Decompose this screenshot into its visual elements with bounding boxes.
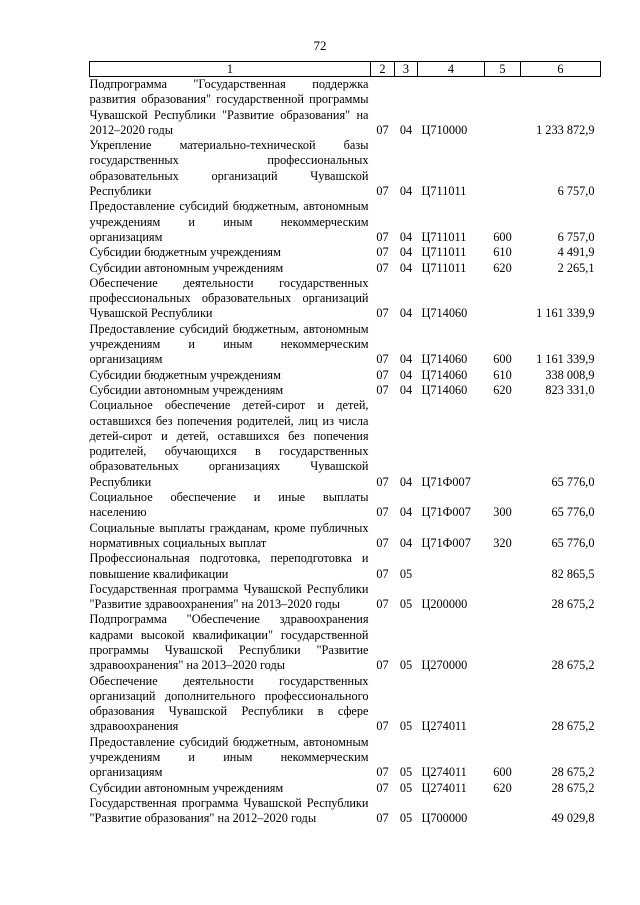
section-code: 07 (376, 474, 389, 489)
table-row (90, 612, 601, 673)
subsection-code: 05 (399, 811, 413, 826)
column-header: 5 (485, 62, 521, 77)
amount: 28 675,2 (551, 597, 595, 612)
target-article-code (418, 551, 485, 582)
row-description: Обеспечение деятельности государственных организаций дополнительного профессионального образования Чувашской Республики в сфере здравоохранения (89, 673, 369, 734)
expense-type-code: 610 (493, 245, 512, 260)
table-row (90, 674, 601, 735)
section-code: 07 (376, 658, 389, 673)
page-number: 72 (313, 38, 327, 53)
expense-type-code (485, 612, 521, 673)
section-code: 07 (376, 229, 389, 244)
subsection-code: 04 (399, 382, 413, 397)
target-article-code: Ц274011 (421, 780, 467, 795)
amount: 6 757,0 (557, 229, 595, 244)
subsection-code: 04 (399, 535, 413, 550)
target-article-code: Ц714060 (421, 306, 468, 321)
row-description: Укрепление материально-технической базы государственных профессиональных образовательных организаций Чувашской Республики (89, 138, 369, 199)
amount: 65 776,0 (551, 505, 595, 520)
subsection-code: 05 (399, 765, 413, 780)
subsection-code: 05 (399, 597, 413, 612)
row-description: Социальное обеспечение детей-сирот и детей, оставшихся без попечения родителей, лиц из числа детей-сирот и детей, оставшихся без попечения родителей, обучающихся в государственных образовательных организациях Чувашской Республики (89, 398, 369, 489)
row-description: Обеспечение деятельности государственных профессиональных образовательных организаций Чувашской Республики (89, 275, 369, 321)
target-article-code: Ц714060 (421, 367, 468, 382)
section-code: 07 (376, 505, 389, 520)
row-description: Государственная программа Чувашской Республики "Развитие здравоохранения" на 2013–2020 годы (89, 581, 369, 612)
column-header: 3 (395, 62, 418, 77)
amount: 28 675,2 (551, 658, 595, 673)
table-row (90, 796, 601, 827)
expense-type-code: 300 (493, 505, 512, 520)
table-row (90, 521, 601, 552)
amount: 1 161 339,9 (536, 352, 595, 367)
target-article-code: Ц710000 (421, 122, 468, 137)
section-code: 07 (376, 352, 389, 367)
section-code: 07 (376, 780, 389, 795)
table-row (90, 245, 601, 260)
target-article-code: Ц711011 (421, 245, 467, 260)
table-row (90, 490, 601, 521)
section-code: 07 (376, 765, 389, 780)
row-description: Субсидии автономным учреждениям (89, 260, 284, 275)
row-description: Субсидии автономным учреждениям (89, 780, 284, 795)
row-description: Субсидии бюджетным учреждениям (89, 367, 281, 382)
expense-type-code: 600 (493, 229, 512, 244)
target-article-code: Ц711011 (421, 184, 467, 199)
amount: 1 233 872,9 (536, 122, 595, 137)
row-description: Субсидии бюджетным учреждениям (89, 245, 281, 260)
expense-type-code (485, 796, 521, 827)
amount: 823 331,0 (545, 382, 595, 397)
amount: 28 675,2 (551, 780, 595, 795)
row-description: Подпрограмма "Государственная поддержка развития образования" государственной программы Чувашской Республики "Развитие образования" на 2012–2020 годы (89, 77, 369, 137)
table-body (90, 77, 601, 827)
target-article-code: Ц274011 (421, 719, 467, 734)
table-row (90, 138, 601, 199)
table-row (90, 368, 601, 383)
amount: 4 491,9 (557, 245, 595, 260)
target-article-code: Ц714060 (421, 382, 468, 397)
column-header: 4 (418, 62, 485, 77)
table-row (90, 398, 601, 490)
row-description: Социальное обеспечение и иные выплаты населению (89, 490, 369, 520)
target-article-code: Ц711011 (421, 260, 467, 275)
subsection-code: 04 (399, 306, 413, 321)
subsection-code: 04 (399, 229, 413, 244)
expense-type-code: 620 (493, 260, 512, 275)
subsection-code: 04 (399, 245, 413, 260)
subsection-code: 05 (399, 658, 413, 673)
table-row (90, 582, 601, 613)
budget-table (89, 61, 601, 827)
subsection-code: 05 (399, 719, 413, 734)
target-article-code: Ц700000 (421, 811, 468, 826)
table-row (90, 261, 601, 276)
expense-type-code (485, 398, 521, 490)
column-header: 2 (371, 62, 395, 77)
table-row (90, 551, 601, 582)
expense-type-code: 620 (493, 780, 512, 795)
expense-type-code: 600 (493, 352, 512, 367)
table-row (90, 77, 601, 139)
table-row (90, 199, 601, 245)
row-description: Предоставление субсидий бюджетным, автономным учреждениям и иным некоммерческим организациям (89, 734, 369, 780)
amount: 28 675,2 (551, 765, 595, 780)
row-description: Предоставление субсидий бюджетным, автономным учреждениям и иным некоммерческим организациям (89, 199, 369, 244)
section-code: 07 (376, 245, 389, 260)
section-code: 07 (376, 184, 389, 199)
amount: 49 029,8 (551, 811, 595, 826)
section-code: 07 (376, 306, 389, 321)
subsection-code: 05 (399, 566, 413, 581)
amount: 82 865,5 (551, 566, 595, 581)
row-description: Социальные выплаты гражданам, кроме публичных нормативных социальных выплат (89, 520, 369, 550)
target-article-code: Ц711011 (421, 229, 467, 244)
subsection-code: 04 (399, 474, 413, 489)
section-code: 07 (376, 382, 389, 397)
subsection-code: 04 (399, 505, 413, 520)
subsection-code: 04 (399, 260, 413, 275)
amount: 338 008,9 (545, 367, 595, 382)
amount: 28 675,2 (551, 719, 595, 734)
table-header-row (90, 62, 601, 77)
table-row (90, 735, 601, 781)
section-code: 07 (376, 719, 389, 734)
expense-type-code (485, 77, 521, 139)
target-article-code: Ц270000 (421, 658, 468, 673)
target-article-code: Ц71Ф007 (421, 505, 471, 520)
expense-type-code (485, 551, 521, 582)
row-description: Профессиональная подготовка, переподготовка и повышение квалификации (89, 551, 369, 581)
table-row (90, 781, 601, 796)
amount: 65 776,0 (551, 535, 595, 550)
row-description: Предоставление субсидий бюджетным, автономным учреждениям и иным некоммерческим организациям (89, 321, 369, 367)
section-code: 07 (376, 597, 389, 612)
expense-type-code (485, 138, 521, 199)
row-description: Субсидии автономным учреждениям (89, 382, 284, 397)
expense-type-code (485, 674, 521, 735)
section-code: 07 (376, 811, 389, 826)
target-article-code: Ц200000 (421, 597, 468, 612)
amount: 6 757,0 (557, 184, 595, 199)
expense-type-code: 600 (493, 765, 512, 780)
expense-type-code (485, 276, 521, 322)
section-code: 07 (376, 566, 389, 581)
expense-type-code: 320 (493, 535, 512, 550)
target-article-code: Ц714060 (421, 352, 468, 367)
subsection-code: 05 (399, 780, 413, 795)
row-description: Подпрограмма "Обеспечение здравоохранения кадрами высокой квалификации" государственной программы Чувашской Республики "Развитие здравоохранения" на 2013–2020 годы (89, 612, 369, 673)
section-code: 07 (376, 122, 389, 137)
subsection-code: 04 (399, 367, 413, 382)
section-code: 07 (376, 260, 389, 275)
expense-type-code: 620 (493, 382, 512, 397)
target-article-code: Ц71Ф007 (421, 474, 471, 489)
target-article-code: Ц274011 (421, 765, 467, 780)
row-description: Государственная программа Чувашской Республики "Развитие образования" на 2012–2020 годы (89, 795, 369, 826)
expense-type-code: 610 (493, 367, 512, 382)
table-row (90, 322, 601, 368)
amount: 65 776,0 (551, 474, 595, 489)
column-header: 6 (521, 62, 601, 77)
subsection-code: 04 (399, 184, 413, 199)
table-row (90, 276, 601, 322)
subsection-code: 04 (399, 352, 413, 367)
column-header: 1 (90, 62, 371, 77)
section-code: 07 (376, 535, 389, 550)
amount: 2 265,1 (557, 260, 595, 275)
subsection-code: 04 (399, 122, 413, 137)
table-row (90, 383, 601, 398)
section-code: 07 (376, 367, 389, 382)
amount: 1 161 339,9 (536, 306, 595, 321)
target-article-code: Ц71Ф007 (421, 535, 471, 550)
expense-type-code (485, 582, 521, 613)
